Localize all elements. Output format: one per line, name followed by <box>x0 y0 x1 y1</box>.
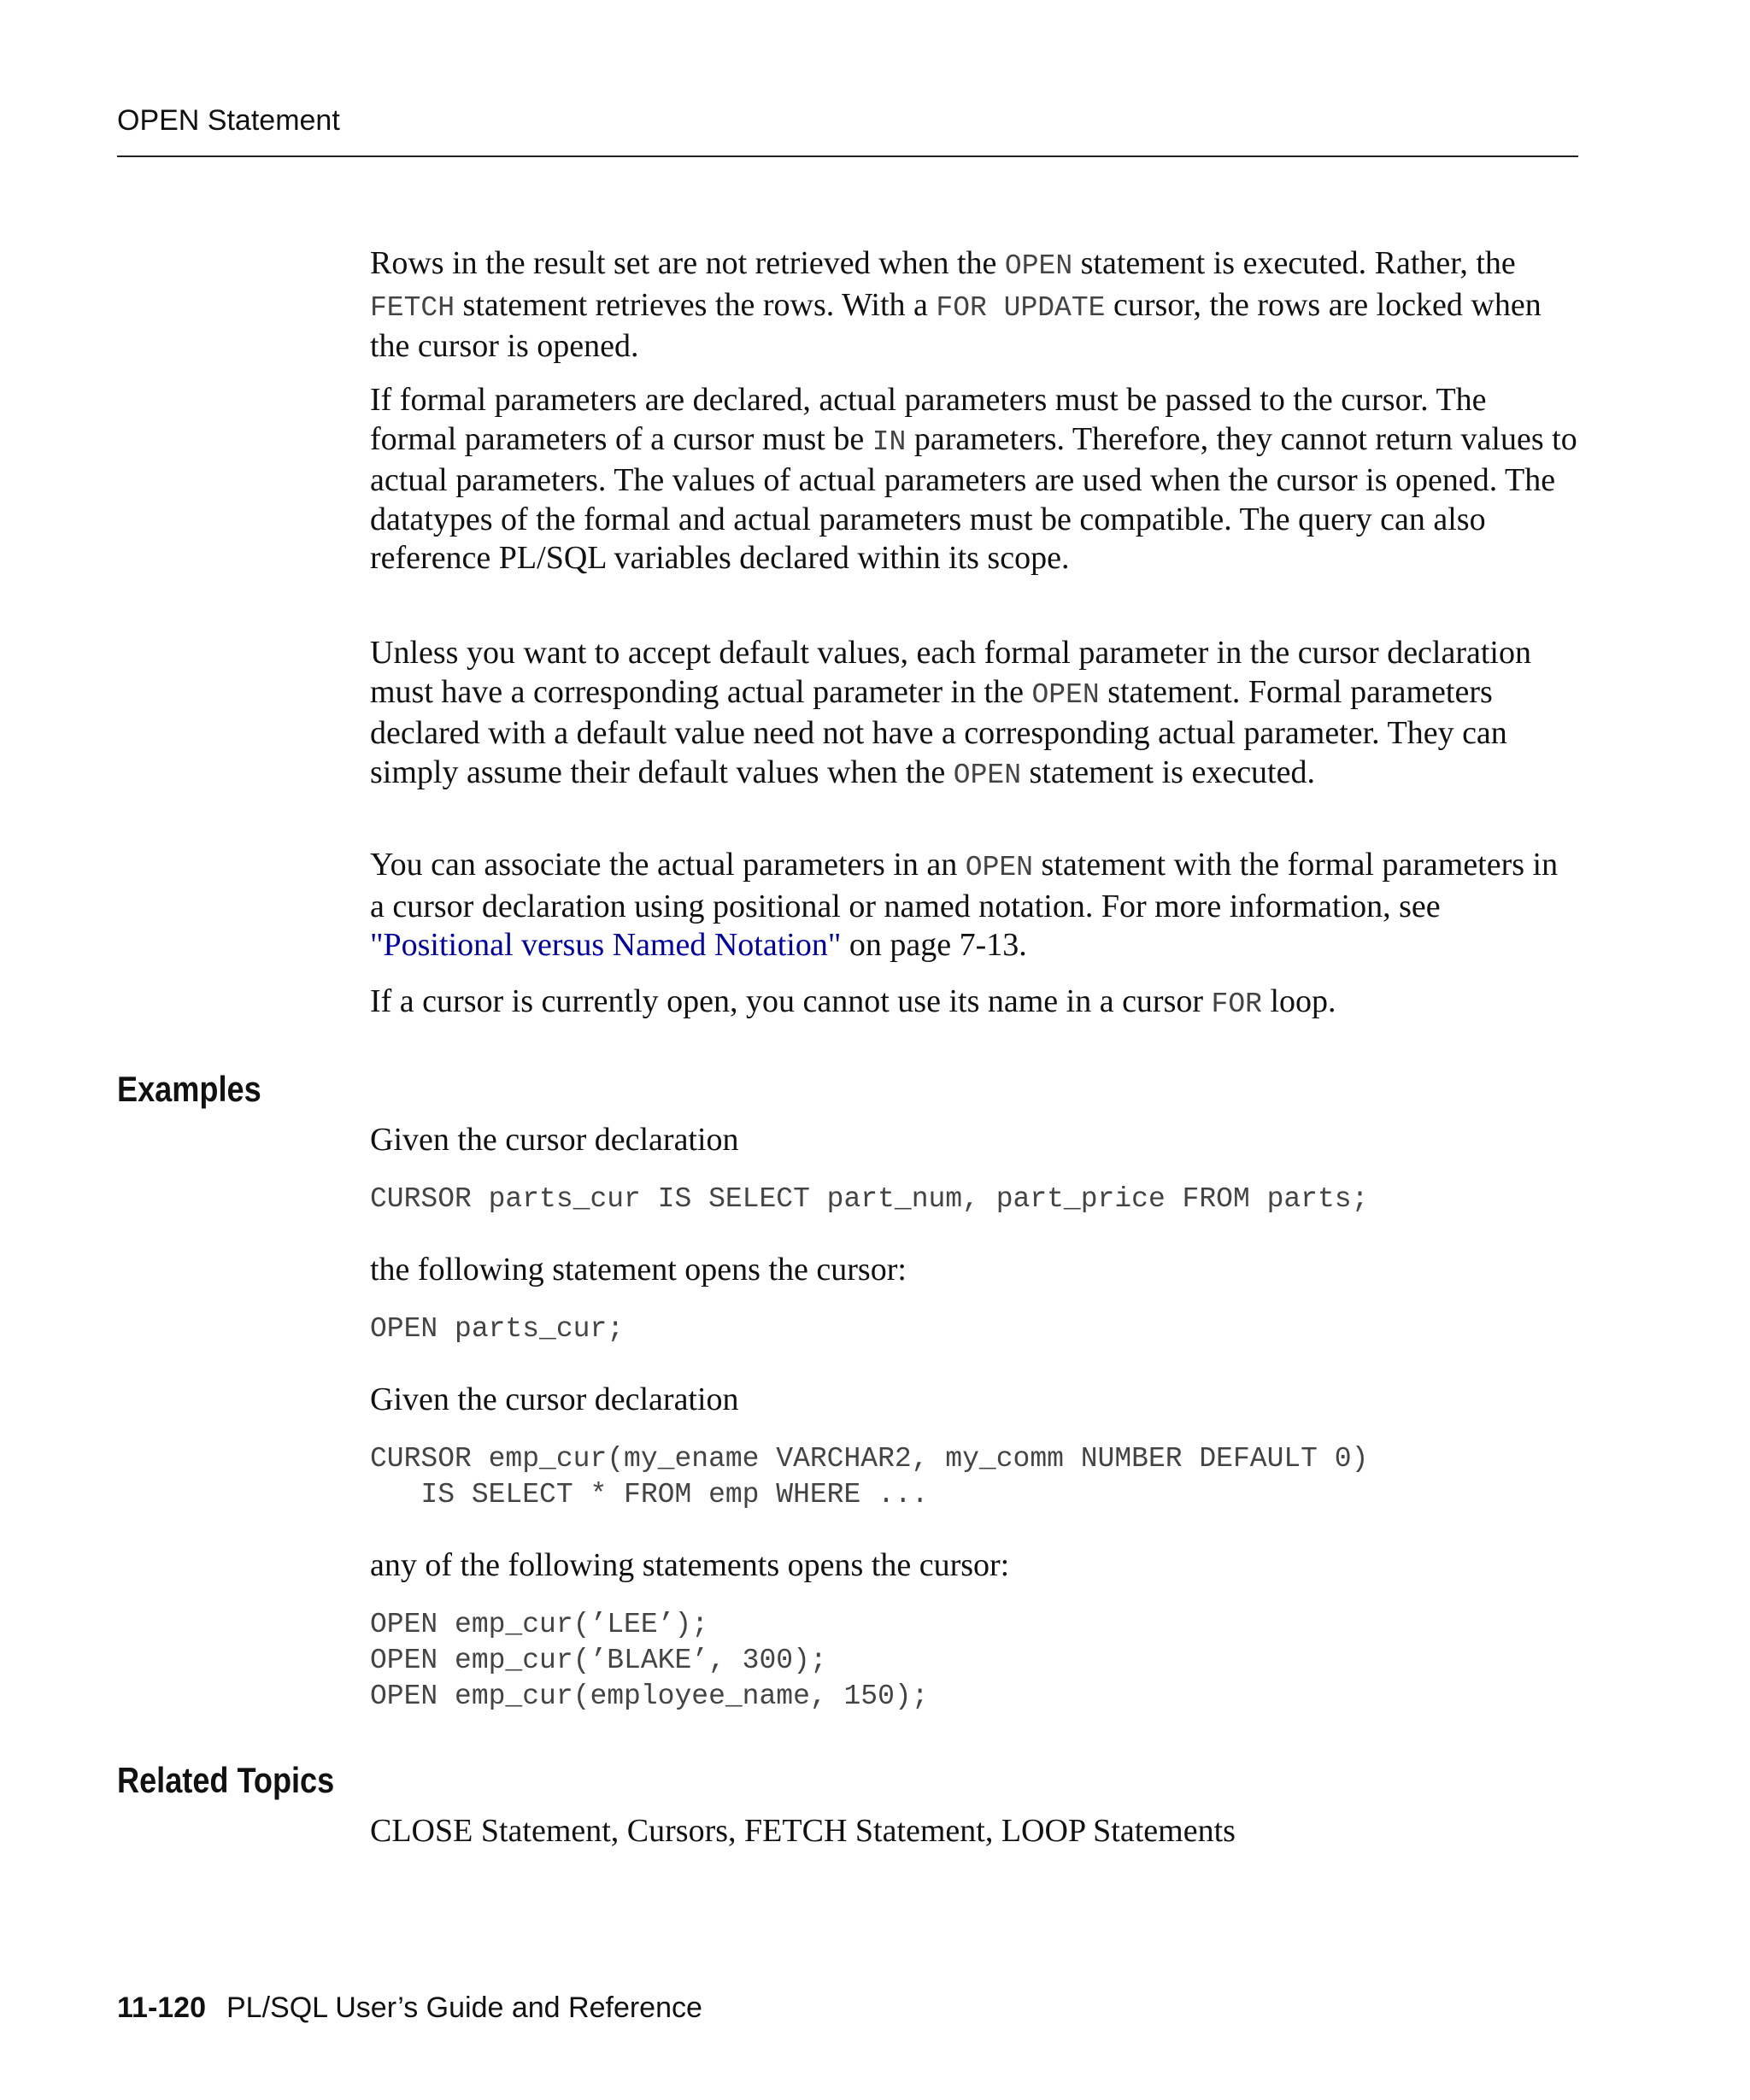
text: statement is executed. <box>1021 754 1315 790</box>
text: If a cursor is currently open, you cannot use its name in a cursor <box>370 983 1212 1019</box>
text: statement with the formal parameters in a cursor declaration using positional or named notation. For more information, see <box>370 847 1559 924</box>
text: cursor, the rows are locked when the cursor is opened. <box>370 286 1542 364</box>
text: statement is executed. Rather, the <box>1072 245 1516 281</box>
inline-code: OPEN <box>1004 250 1073 282</box>
inline-code: OPEN <box>965 852 1033 883</box>
example-intro: Given the cursor declaration <box>370 1122 739 1158</box>
page-number: 11-120 <box>117 1991 206 2024</box>
example-intro: any of the following statements opens the cursor: <box>370 1547 1010 1583</box>
paragraph-result-set <box>370 244 1579 367</box>
example-intro: Given the cursor declaration <box>370 1381 739 1417</box>
text: statement retrieves the rows. With a <box>455 286 937 323</box>
cross-reference-link[interactable]: "Positional versus Named Notation" <box>370 927 842 963</box>
text: parameters. Therefore, they cannot return values to actual parameters. The values of actual parameters are used when the cursor is opened. The datatypes of the formal and actual parameters must be compatible. The query can also reference PL/SQL variables declared within its scope. <box>370 420 1577 576</box>
related-topics-list: CLOSE Statement, Cursors, FETCH Statement, LOOP Statements <box>370 1813 1236 1849</box>
paragraph-default-values <box>370 634 1579 795</box>
inline-code: OPEN <box>953 759 1021 791</box>
header-rule <box>117 155 1578 157</box>
running-header-title: OPEN Statement <box>117 104 340 137</box>
inline-code: FOR UPDATE <box>936 291 1106 324</box>
related-topics-heading: Related Topics <box>117 1760 335 1800</box>
code-block: CURSOR emp_cur(my_ename VARCHAR2, my_comm NUMBER DEFAULT 0) IS SELECT * FROM emp WHERE ... <box>370 1443 1369 1510</box>
inline-code: IN <box>872 425 907 458</box>
text: statement. Formal parameters declared with a default value need not have a corresponding actual parameter. They can simply assume their default values when the <box>370 673 1507 790</box>
paragraph-formal-parameters <box>370 381 1579 578</box>
text: If formal parameters are declared, actual parameters must be passed to the cursor. The formal parameters of a cursor must be <box>370 382 1487 457</box>
code-block: OPEN parts_cur; <box>370 1313 625 1345</box>
inline-code: FETCH <box>370 291 455 324</box>
text: loop. <box>1261 983 1336 1019</box>
text: Rows in the result set are not retrieved when the <box>370 245 1005 281</box>
text: Unless you want to accept default values, each formal parameter in the cursor declaration must have a corresponding actual parameter in the <box>370 635 1531 710</box>
paragraph-cursor-for-loop <box>370 983 1579 1024</box>
code-block: CURSOR parts_cur IS SELECT part_num, part_price FROM parts; <box>370 1183 1369 1215</box>
text: on page 7-13. <box>841 927 1027 963</box>
paragraph-notation <box>370 846 1579 965</box>
code-block: OPEN emp_cur(’LEE’); OPEN emp_cur(’BLAKE’, 300); OPEN emp_cur(employee_name, 150); <box>370 1609 929 1712</box>
inline-code: OPEN <box>1031 678 1100 711</box>
book-title: PL/SQL User’s Guide and Reference <box>226 1991 702 2024</box>
page-footer <box>117 1993 702 2022</box>
text: You can associate the actual parameters in an <box>370 847 966 883</box>
inline-code: FOR <box>1211 988 1262 1020</box>
example-intro: the following statement opens the cursor: <box>370 1252 907 1288</box>
examples-heading: Examples <box>117 1069 261 1109</box>
